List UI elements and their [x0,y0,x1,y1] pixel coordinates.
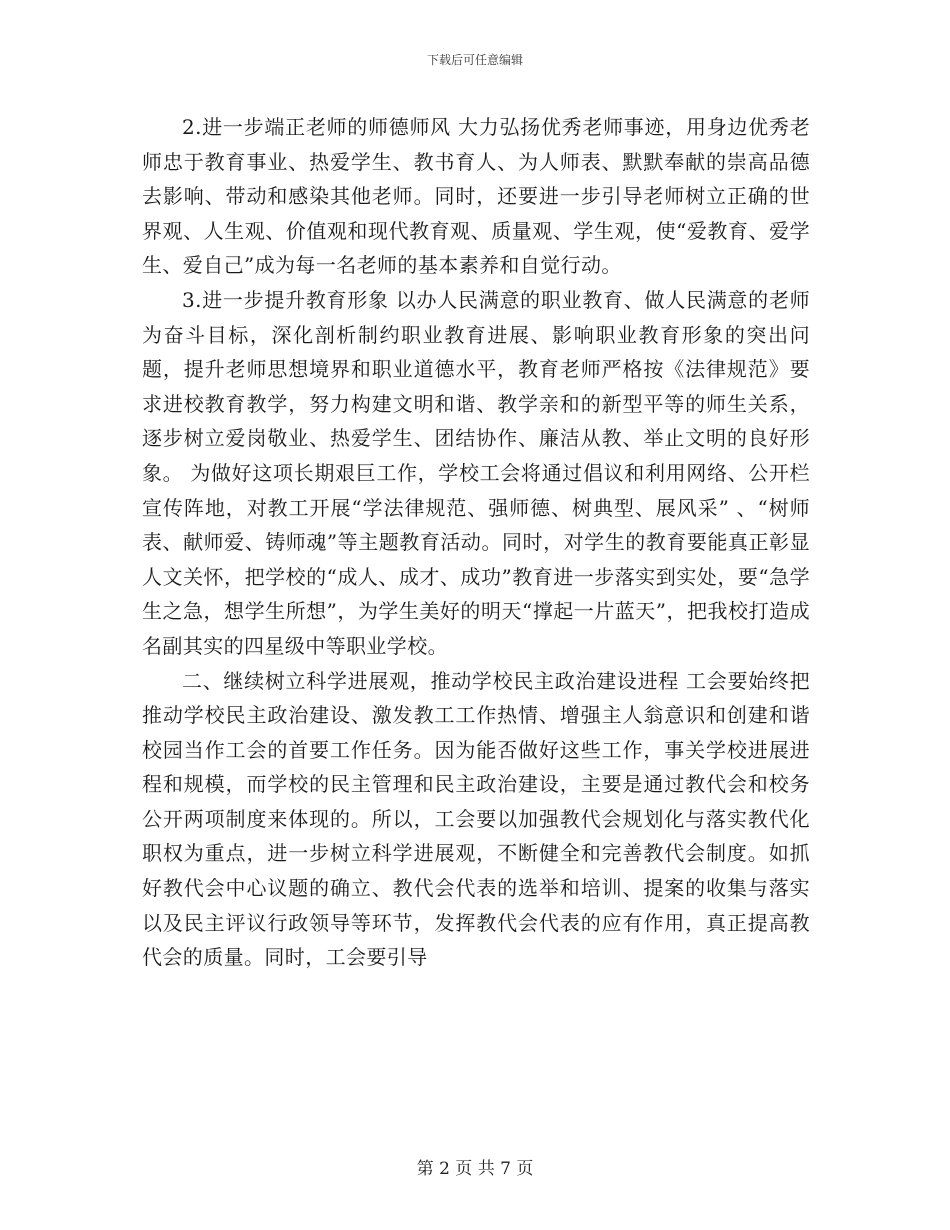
footer-total-word: 共 [477,1159,495,1179]
footer-total-pages: 7 [500,1159,511,1179]
body-paragraph-3: 二、继续树立科学进展观，推动学校民主政治建设进程 工会要始终把推动学校民主政治建设、激发教工工作热情、增强主人翁意识和创建和谐校园当作工会的首要工作任务。因为能否做好这些工作，事关学校进展进程和规模，而学校的民主管理和民主政治建设，主要是通过教代会和校务公开两项制度来体现的。所以，工会要以加强教代会规划化与落实教代化职权为重点，进一步树立科学进展观，不断健全和完善教代会制度。如抓好教代会中心议题的确立、教代会代表的选举和培训、提案的收集与落实以及民主评议行政领导等环节，发挥教代会代表的应有作用，真正提高教代会的质量。同时，工会要引导 [142,668,810,970]
footer-prefix: 第 [416,1159,434,1179]
body-paragraph-1: 2.进一步端正老师的师德师风 大力弘扬优秀老师事迹，用身边优秀老师忠于教育事业、热爱学生、教书育人、为人师表、默默奉献的崇高品德去影响、带动和感染其他老师。同时，还要进一步引导老师树立正确的世界观、人生观、价值观和现代教育观、质量观、学生观，使“爱教育、爱学生、爱自己”成为每一名老师的基本素养和自觉行动。 [142,115,810,278]
body-paragraph-2: 3.进一步提升教育形象 以办人民满意的职业教育、做人民满意的老师为奋斗目标，深化剖析制约职业教育进展、影响职业教育形象的突出问题，提升老师思想境界和职业道德水平，教育老师严格按《法律规范》要求进校教育教学，努力构建文明和谐、教学亲和的新型平等的师生关系，逐步树立爱岗敬业、热爱学生、团结协作、廉洁从教、举止文明的良好形象。 为做好这项长期艰巨工作，学校工会将通过倡议和利用网络、公开栏宣传阵地，对教工开展“学法律规范、强师德、树典型、展风采” 、“树师表、献师爱、铸师魂”等主题教育活动。同时，对学生的教育要能真正彰显人文关怀，把学校的“成人、成才、成功”教育进一步落实到实处，要“急学生之急，想学生所想”，为学生美好的明天“撑起一片蓝天”，把我校打造成名副其实的四星级中等职业学校。 [142,287,810,658]
page-footer [0,1158,950,1180]
document-body [142,110,810,975]
footer-suffix: 页 [516,1159,534,1179]
footer-page-word: 页 [455,1159,473,1179]
page-header: 下载后可任意编辑 [426,53,523,67]
footer-current-page: 2 [439,1159,450,1179]
